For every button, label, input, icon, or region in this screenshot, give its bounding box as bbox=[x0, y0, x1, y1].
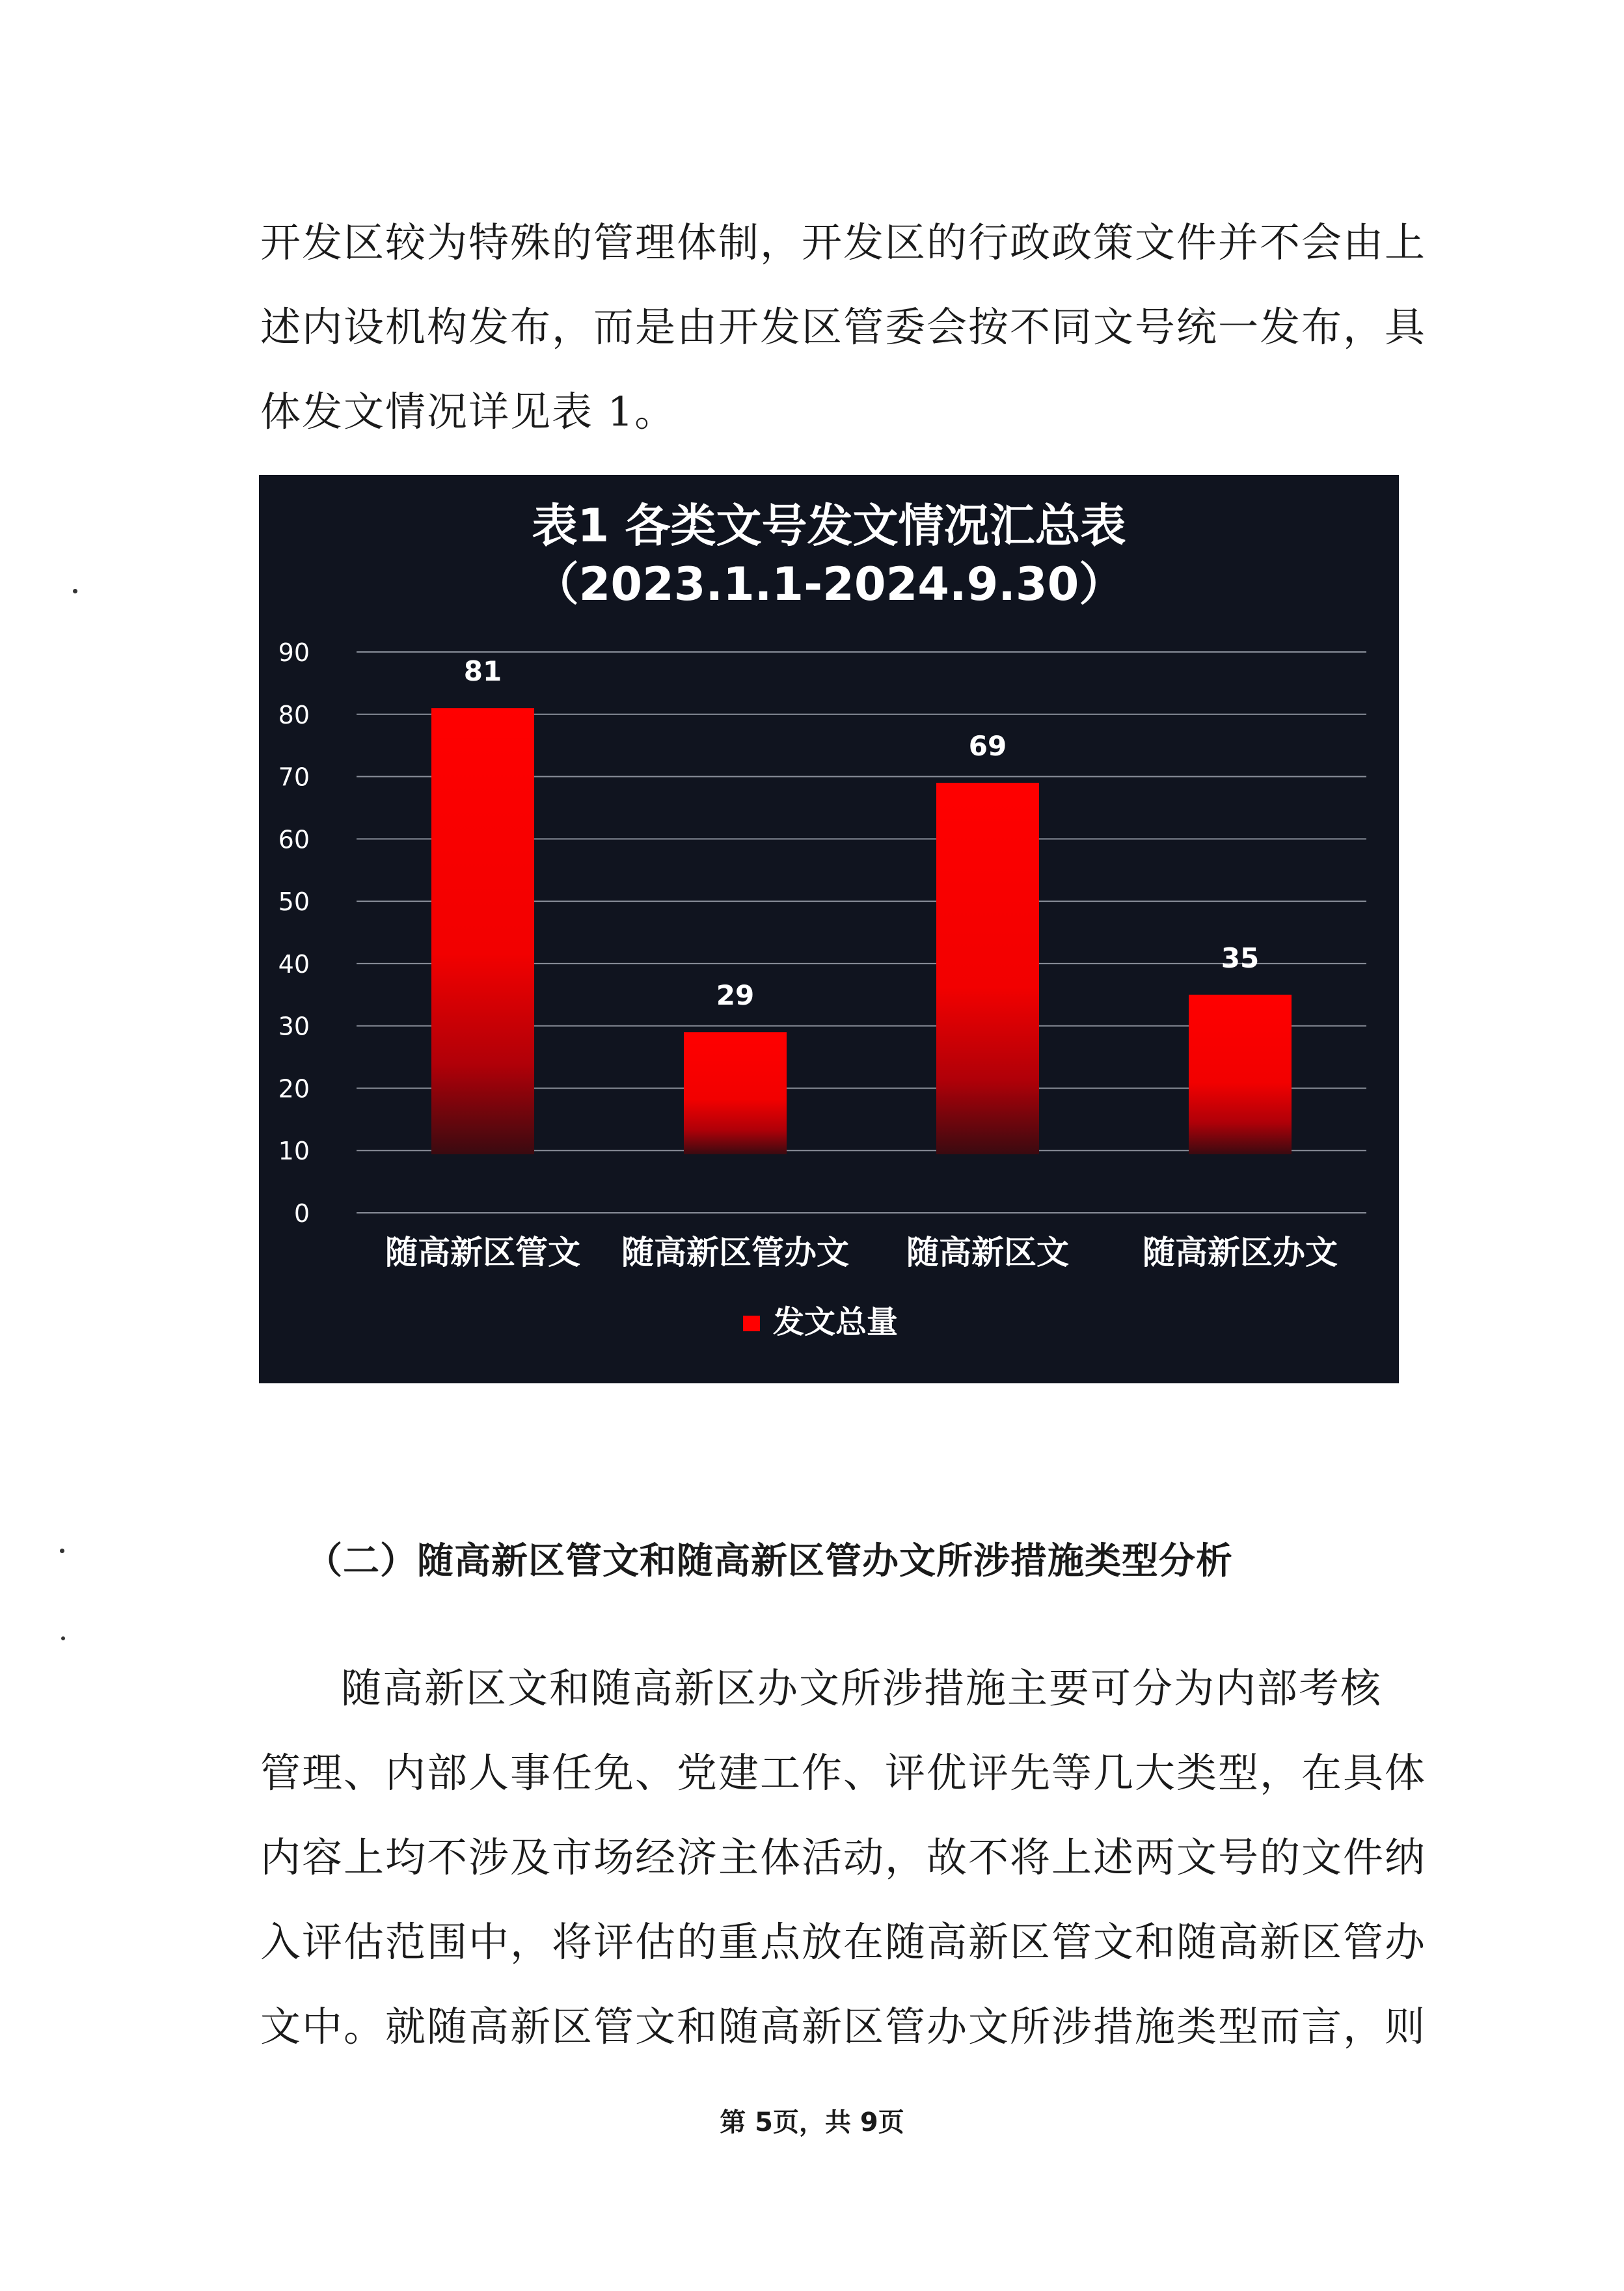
paragraph-line: 管理、内部人事任免、党建工作、评优评先等几大类型，在具体 bbox=[260, 1749, 1427, 1796]
x-category-label: 随高新区管文 bbox=[385, 1234, 580, 1271]
paragraph-line: 文中。就随高新区管文和随高新区管办文所涉措施类型而言，则 bbox=[260, 2003, 1427, 2050]
y-tick-label: 80 bbox=[278, 700, 310, 729]
y-axis-ticks bbox=[278, 638, 310, 1228]
section-heading: （二）随高新区管文和随高新区管办文所涉措施类型分析 bbox=[306, 1540, 1233, 1582]
x-category-label: 随高新区管办文 bbox=[621, 1234, 849, 1271]
chart-legend bbox=[743, 1304, 898, 1340]
x-axis-categories bbox=[385, 1234, 1338, 1271]
data-label: 35 bbox=[1221, 942, 1260, 974]
bar-chart-svg bbox=[259, 475, 1399, 1383]
x-category-label: 随高新区文 bbox=[906, 1234, 1069, 1271]
y-tick-label: 20 bbox=[278, 1074, 310, 1104]
legend-label: 发文总量 bbox=[773, 1304, 899, 1340]
bar-chart bbox=[259, 475, 1399, 1383]
bars bbox=[431, 708, 1292, 1154]
data-label: 69 bbox=[968, 730, 1007, 763]
data-label: 29 bbox=[716, 979, 755, 1012]
y-tick-label: 30 bbox=[278, 1012, 310, 1041]
scan-speck bbox=[61, 1636, 65, 1640]
analysis-paragraph bbox=[260, 1646, 1427, 2069]
bar bbox=[936, 783, 1039, 1154]
legend-swatch bbox=[743, 1316, 760, 1331]
y-tick-label: 70 bbox=[278, 763, 310, 792]
page-footer: 第 5页，共 9页 bbox=[720, 2108, 904, 2137]
y-tick-label: 60 bbox=[278, 825, 310, 854]
y-tick-label: 90 bbox=[278, 638, 310, 667]
chart-title: 表1 各类文号发文情况汇总表 bbox=[532, 499, 1126, 552]
paragraph-line: 内容上均不涉及市场经济主体活动，故不将上述两文号的文件纳 bbox=[260, 1834, 1427, 1881]
paragraph-line: 体发文情况详见表 1。 bbox=[260, 388, 677, 435]
bar bbox=[1189, 995, 1292, 1154]
paragraph-line: 入评估范围中，将评估的重点放在随高新区管文和随高新区管办 bbox=[260, 1918, 1427, 1966]
scan-speck bbox=[73, 589, 77, 593]
bar bbox=[431, 708, 534, 1154]
data-label: 81 bbox=[463, 655, 502, 688]
y-tick-label: 0 bbox=[293, 1199, 310, 1228]
data-labels bbox=[464, 655, 1259, 1011]
scan-speck bbox=[60, 1549, 64, 1553]
paragraph-line: 随高新区文和随高新区办文所涉措施主要可分为内部考核 bbox=[341, 1664, 1383, 1712]
intro-paragraph bbox=[260, 200, 1427, 454]
x-category-label: 随高新区办文 bbox=[1143, 1234, 1338, 1271]
chart-subtitle: （2023.1.1-2024.9.30） bbox=[533, 558, 1125, 611]
y-tick-label: 10 bbox=[278, 1137, 310, 1166]
paragraph-line: 述内设机构发布，而是由开发区管委会按不同文号统一发布，具 bbox=[260, 303, 1427, 351]
y-tick-label: 40 bbox=[278, 949, 310, 979]
bar bbox=[684, 1032, 787, 1154]
paragraph-line: 开发区较为特殊的管理体制，开发区的行政政策文件并不会由上 bbox=[260, 219, 1427, 266]
y-tick-label: 50 bbox=[278, 888, 310, 917]
